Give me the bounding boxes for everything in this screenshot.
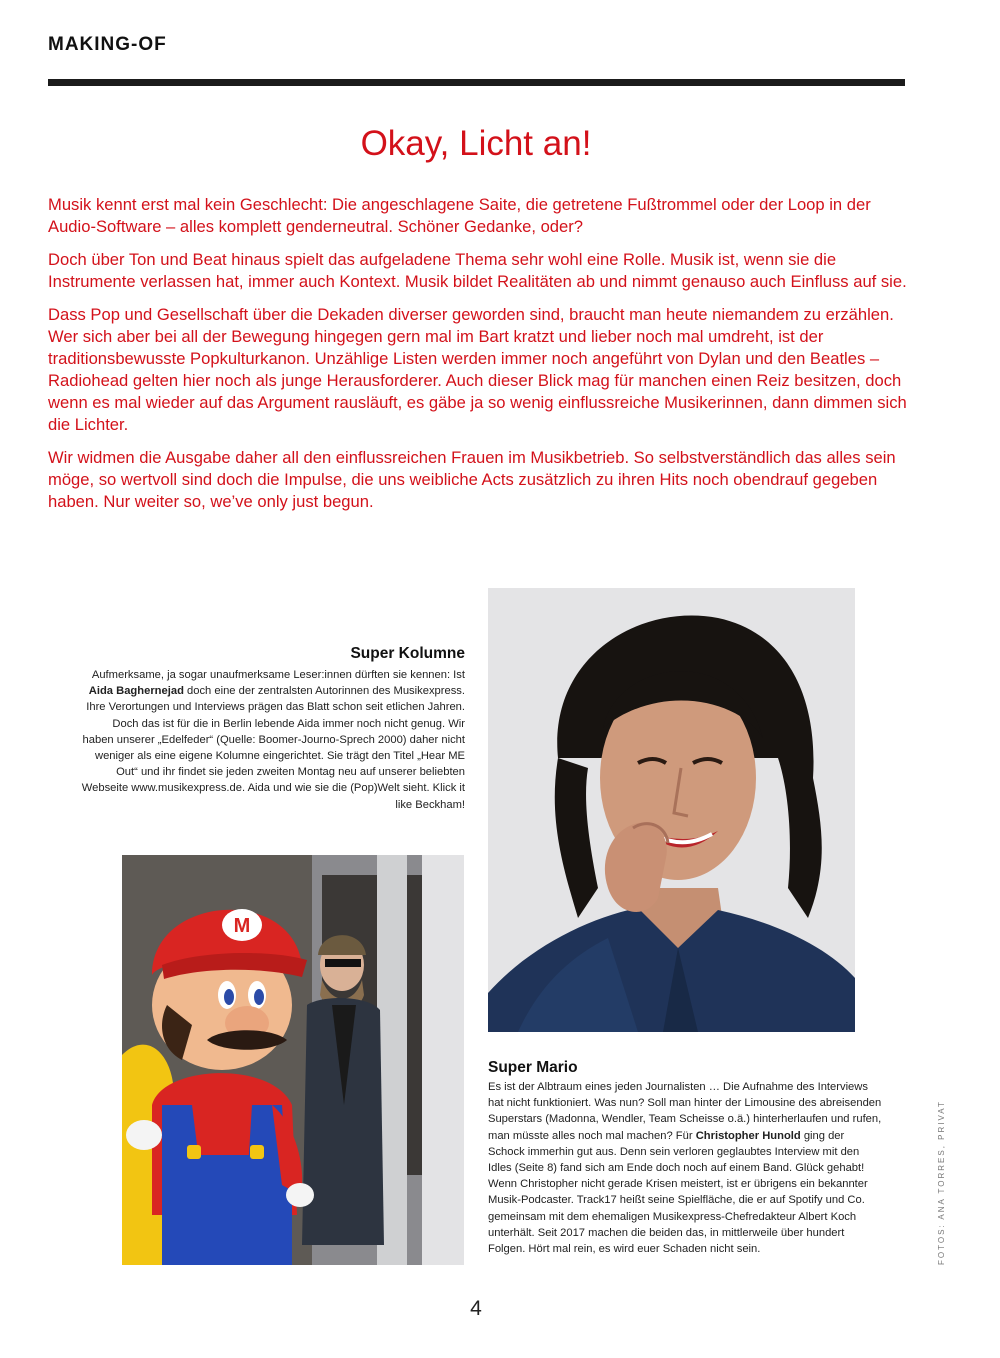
kolumne-text-start: Aufmerksame, ja sogar unaufmerksame Leser:innen dürften sie kennen: Ist <box>91 669 465 681</box>
section-label: MAKING-OF <box>48 34 167 55</box>
page-number: 4 <box>470 1297 482 1320</box>
intro-text <box>48 194 908 524</box>
mario-author-name: Christopher Hunold <box>695 1129 801 1142</box>
headline: Okay, Licht an! <box>360 124 592 163</box>
kolumne-text <box>80 667 465 813</box>
intro-paragraph: Dass Pop und Gesellschaft über die Dekaden diverser geworden sind, braucht man heute niemandem zu erzählen. Wer sich aber bei all der Bewegung hingegen gern mal im Bart kratzt und lieber noch mal umdreht, ist der traditionsbewusste Popkulturkanon. Unzählige Listen werden immer noch angeführt von Dylan und den Beatles – Radiohead gelten hier noch als junge Herausforderer. Auch dieser Blick mag für manchen einen Reiz besitzen, doch wenn es mal wieder auf das Argument rausläuft, es gäbe ja so wenig einflussreiche Musikerinnen, dann dimmen sich die Lichter. <box>48 305 907 434</box>
intro-paragraph: Wir widmen die Ausgabe daher all den einflussreichen Frauen im Musikbetrieb. So selbstverständlich das alles sein möge, so wertvoll sind doch die Impulse, die uns weibliche Acts zusätzlich zu ihren Hits noch obendrauf gegeben haben. Nur weiter so, we’ve only just begun. <box>48 448 896 511</box>
mario-title: Super Mario <box>488 1059 578 1076</box>
mario-text-end: ging der Schock immerhin gut aus. Denn sein verloren geglaubtes Interview mit den Idles (Seite 8) fand sich am Ende doch noch auf einem Band. Glück gehabt! Wenn Christopher nicht gerade Krisen meistert, ist er übrigens ein bekannter Musik-Podcaster. Track17 heißt seine Spielfläche, die er auf Spotify und Co. gemeinsam mit dem ehemaligen Musikexpress-Chefredakteur Albert Koch unterhält. Seit 2017 machen die beiden das, in mittlerweile über hundert Folgen. Hört mal rein, es wird euer Schaden nicht sein. <box>488 1129 868 1256</box>
mario-photo <box>122 855 464 1265</box>
photo-credit: FOTOS: ANA TORRES, PRIVAT <box>937 1100 946 1265</box>
intro-paragraph: Doch über Ton und Beat hinaus spielt das aufgeladene Thema sehr wohl eine Rolle. Musik ist, wenn sie die Instrumente verlassen hat, immer auch Kontext. Musik bildet Realitäten ab und nimmt genauso auch Einfluss auf sie. <box>48 250 907 291</box>
mario-cap-letter: M <box>233 915 251 937</box>
kolumne-title: Super Kolumne <box>350 645 465 662</box>
mario-text <box>488 1079 883 1257</box>
mario-text-start: Es ist der Albtraum eines jeden Journalisten … Die Aufnahme des Interviews hat nicht funktioniert. Was nun? Soll man hinter der Limousine des abreisenden Superstars (Madonna, Wendler, Team Scheisse o.ä.) hinterherlaufen und rufen, man müsste alles noch mal machen? Für <box>488 1081 882 1142</box>
aida-portrait-photo <box>488 588 855 1032</box>
intro-paragraph: Musik kennt erst mal kein Geschlecht: Die angeschlagene Saite, die getretene Fußtrommel oder der Loop in der Audio-Software – alles komplett genderneutral. Schöner Gedanke, oder? <box>48 195 871 236</box>
kolumne-author-name: Aida Baghernejad <box>88 685 184 698</box>
kolumne-text-end: doch eine der zentralsten Autorinnen des Musikexpress. Ihre Verortungen und Interviews prägen das Blatt schon seit etlichen Jahren. Doch das ist für die in Berlin lebende Aida immer noch nicht genug. Wir haben unserer „Edelfeder“ (Quelle: Boomer-Journo-Sprech 2000) daher nicht weniger als eine eigene Kolumne eingerichtet. Sie trägt den Titel „Hear ME Out“ und ihr findet sie jeden zweiten Montag neu auf unserer beliebten Webseite www.musikexpress.de. Aida und wie sie die (Pop)Welt sieht. Klick it like Beckham! <box>81 685 465 811</box>
header-rule <box>48 79 905 86</box>
